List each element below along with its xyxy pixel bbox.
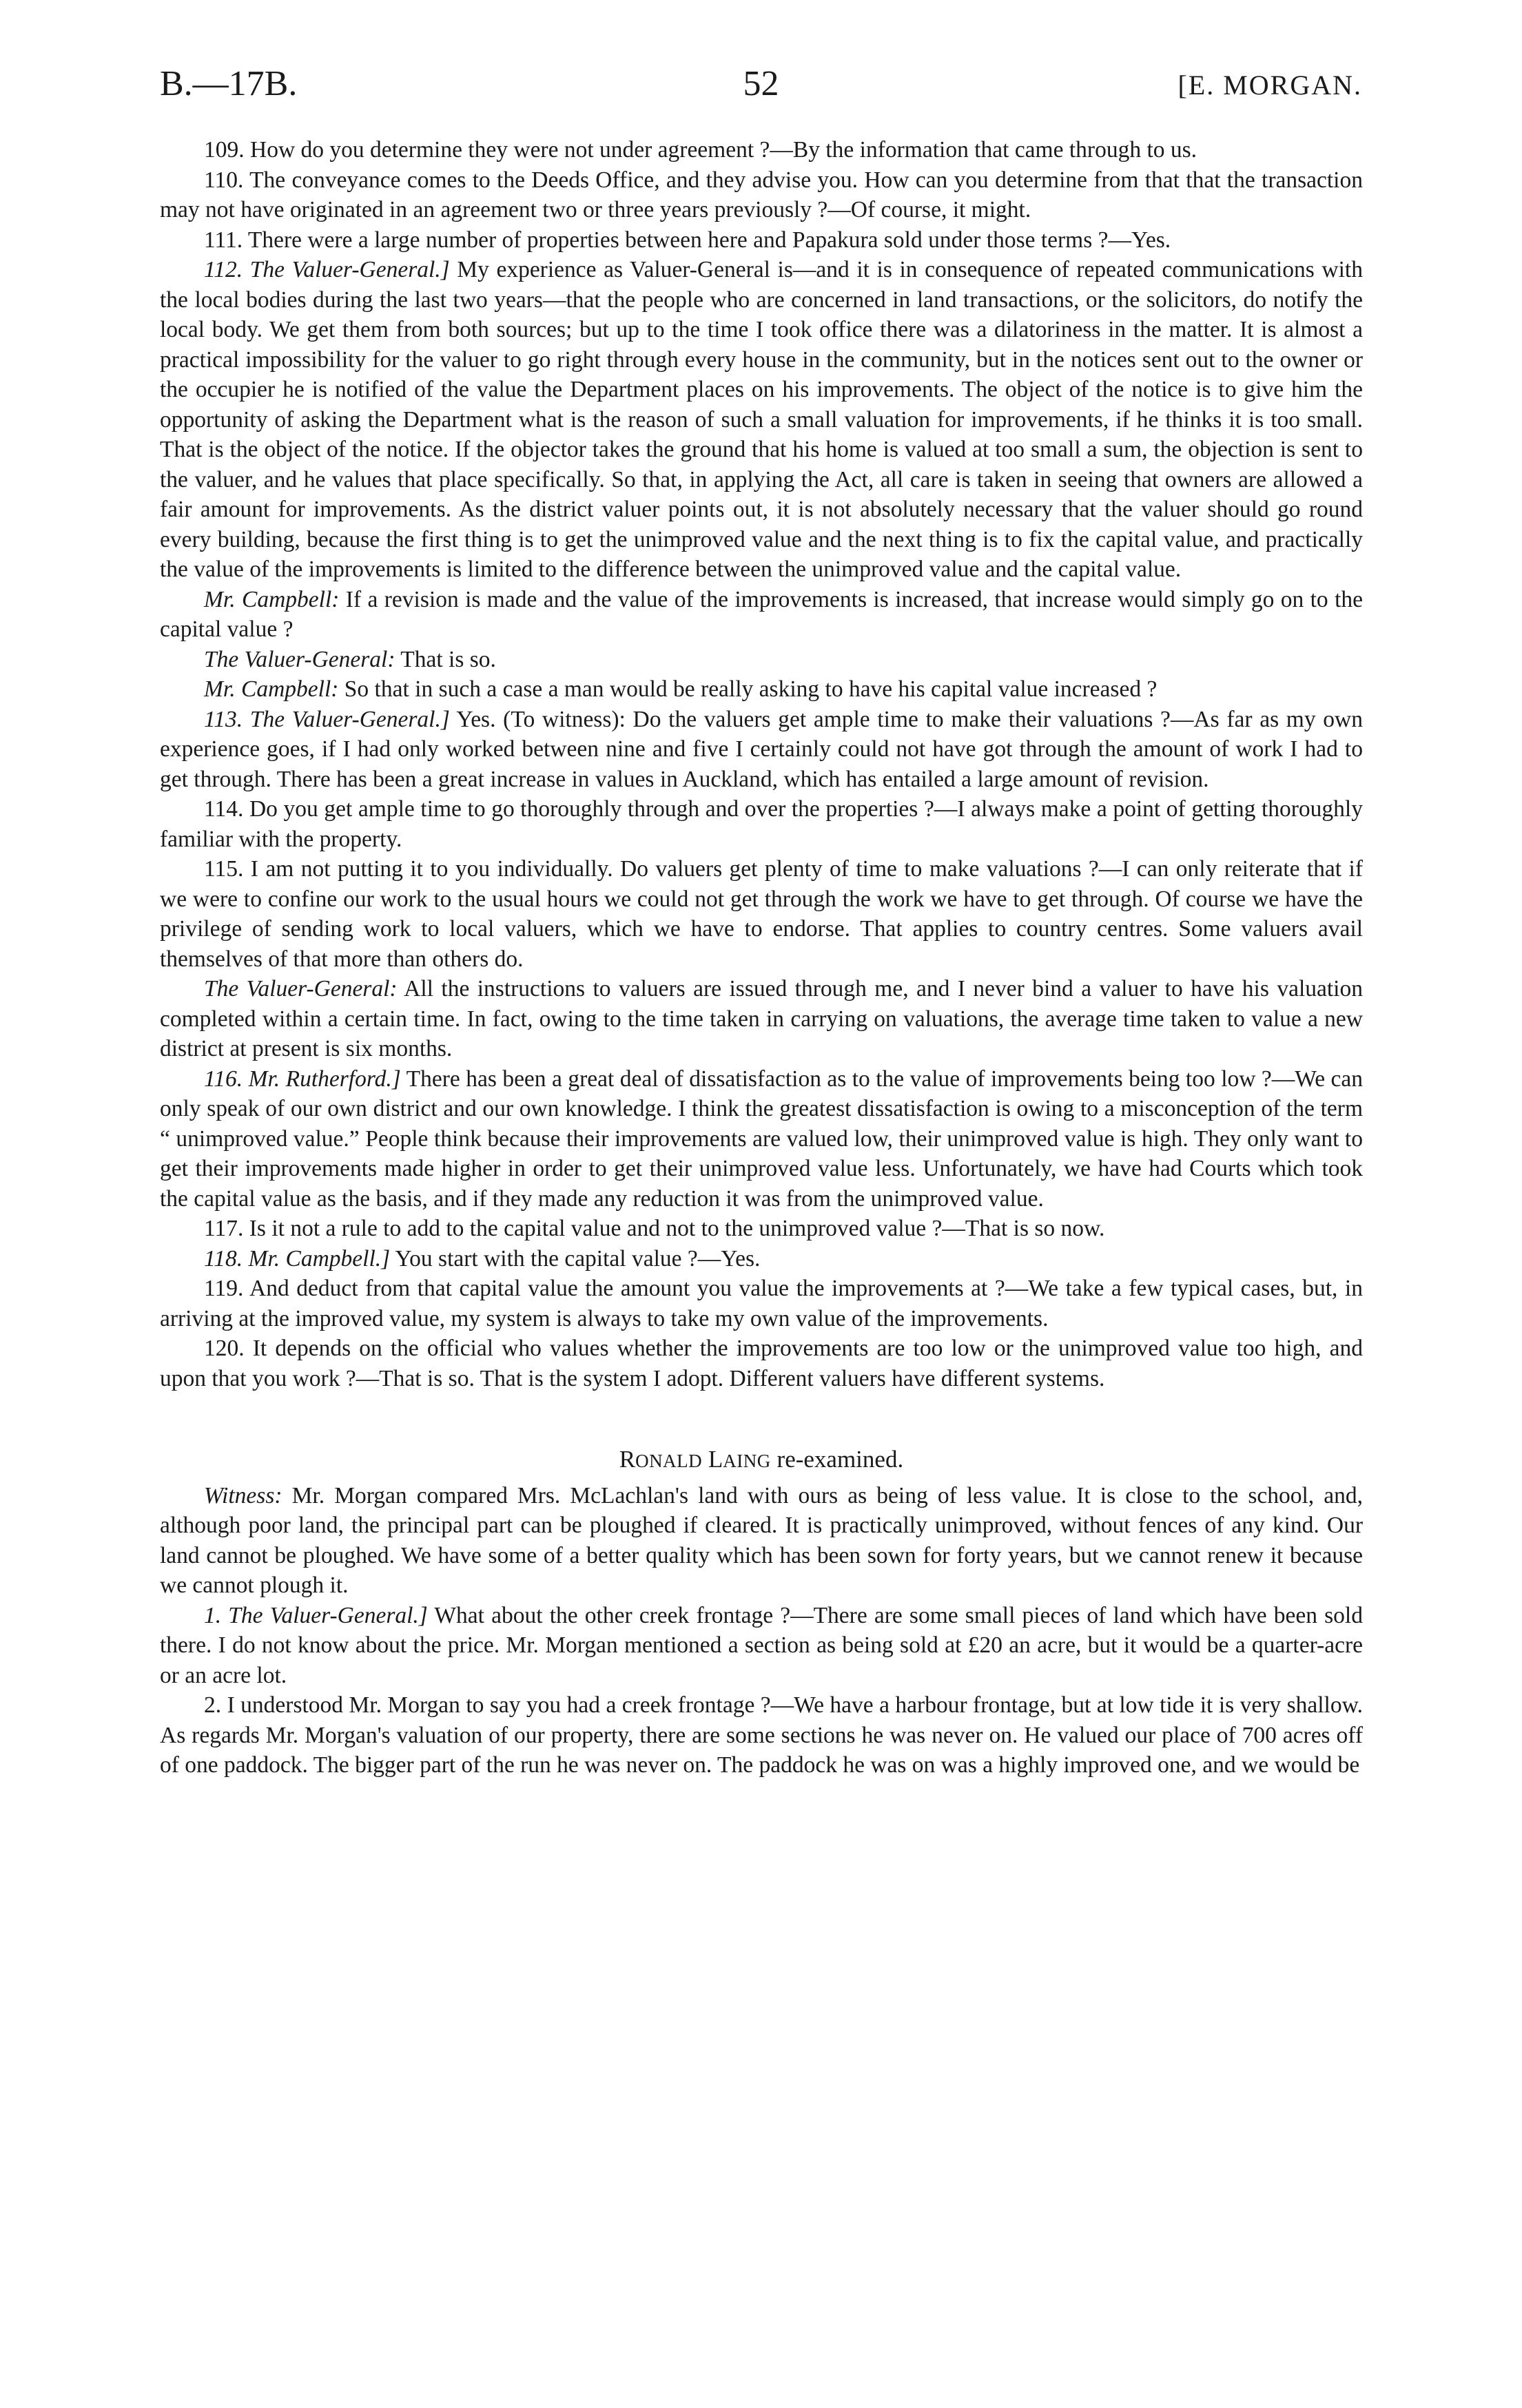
paragraph-text: If a revision is made and the value of the improvements is increased, that increase would simply go on to the capital value ? bbox=[160, 586, 1363, 642]
paragraph-text: 2. I understood Mr. Morgan to say you had a creek frontage ?—We have a harbour frontage, but at low tide it is very shallow. As regards Mr. Morgan's valuation of our property, there are some sections he was never on. He valued our place of 700 acres off of one paddock. The bigger part of the run he was never on. The paddock he was on was a highly improved one, and we would be bbox=[160, 1692, 1363, 1778]
heading-suffix: re-examined. bbox=[770, 1446, 904, 1473]
paragraph-text: My experience as Valuer-General is—and it is in consequence of repeated communications with the local bodies during the last two years—that the people who are concerned in land transactions, or the solicitors, do notify the local body. We get them from both sources; but up to the time I took office there was a dilatoriness in the matter. It is almost a practical impossibility for the valuer to go right through every house in the community, but in the notices sent out to the owner or the occupier he is notified of the value the Department places on his improvements. The object of the notice is to give him the opportunity of asking the Department what is the reason of such a small valuation for improvements, if he thinks it is too small. That is the object of the notice. If the objector takes the ground that his home is valued at too small a sum, the objection is sent to the valuer, and he values that place specifically. So that, in applying the Act, all care is taken in seeing that owners are allowed a fair amount for improvements. As the district valuer points out, it is not absolutely necessary that the valuer should go round every building, because the first thing is to get the unimproved value and the next thing is to fix the capital value, and practically the value of the improvements is limited to the difference between the unimproved value and the capital value. bbox=[160, 257, 1363, 582]
paragraph bbox=[160, 1214, 1363, 1244]
paragraph-text: You start with the capital value ?—Yes. bbox=[390, 1245, 761, 1272]
evidence-block-morgan bbox=[160, 135, 1363, 1393]
heading-last-rest: AING bbox=[723, 1451, 771, 1471]
header-witness-name: [E. MORGAN. bbox=[1178, 70, 1362, 101]
paragraph-text: 110. The conveyance comes to the Deeds Office, and they advise you. How can you determine from that that the transaction may not have originated in an agreement two or three years previously ?—Of course, it might. bbox=[160, 167, 1363, 222]
paragraph bbox=[160, 1690, 1363, 1781]
speaker-label: The Valuer-General: bbox=[204, 646, 395, 672]
paragraph-text: Mr. Morgan compared Mrs. McLachlan's land with ours as being of less value. It is close to the school, and, although poor land, the principal part can be ploughed if cleared. It is practically unimproved, without fences of any kind. Our land cannot be ploughed. We have some of a better quality which has been sown for forty years, but we cannot renew it because we cannot plough it. bbox=[160, 1482, 1363, 1598]
paragraph-text: 109. How do you determine they were not under agreement ?—By the information that came through to us. bbox=[204, 137, 1197, 163]
paragraph bbox=[160, 1274, 1363, 1333]
heading-last-initial: L bbox=[708, 1446, 723, 1473]
paragraph bbox=[160, 585, 1363, 645]
paragraph-text: There has been a great deal of dissatisfaction as to the value of improvements being too low ?—We can only speak of our own district and our own knowledge. I think the greatest dissatisfaction is owing to a misconception of the term “ unimproved value.” People think because their improvements are valued low, their unimproved value is high. They only want to get their improvements made higher in order to get their unimproved value less. Unfortunately, we have had Courts which took the capital value as the basis, and if they made any reduction it was from the unimproved value. bbox=[160, 1066, 1363, 1212]
paragraph-text: 117. Is it not a rule to add to the capital value and not to the unimproved value ?—That is so now. bbox=[204, 1216, 1105, 1241]
page-header bbox=[160, 63, 1362, 118]
paragraph bbox=[160, 1333, 1363, 1393]
paragraph bbox=[160, 1601, 1363, 1691]
paragraph bbox=[160, 645, 1363, 675]
paragraph-text: 111. There were a large number of properties between here and Papakura sold under those terms ?—Yes. bbox=[204, 227, 1171, 253]
paragraph-text: 115. I am not putting it to you individually. Do valuers get plenty of time to make valuations ?—I can only reiterate that if we were to confine our work to the usual hours we could not get through the work we have to get through. Of course we have the privilege of sending work to local valuers, which we have to endorse. That applies to country centres. Some valuers avail themselves of that more than others do. bbox=[160, 856, 1363, 972]
speaker-label: Witness: bbox=[204, 1482, 282, 1508]
header-reference: B.—17B. bbox=[160, 64, 298, 103]
paragraph bbox=[160, 165, 1363, 225]
section-heading bbox=[160, 1444, 1363, 1477]
paragraph-text: What about the other creek frontage ?—There are some small pieces of land which have been sold there. I do not know about the price. Mr. Morgan mentioned a section as being sold at £20 an acre, but it would be a quarter-acre or an acre lot. bbox=[160, 1602, 1363, 1688]
paragraph bbox=[160, 135, 1363, 165]
paragraph bbox=[160, 854, 1363, 974]
speaker-label: The Valuer-General: bbox=[204, 976, 398, 1001]
heading-first-initial: R bbox=[619, 1446, 636, 1473]
paragraph bbox=[160, 974, 1363, 1064]
paragraph bbox=[160, 705, 1363, 795]
speaker-label: 113. The Valuer-General.] bbox=[204, 706, 450, 732]
evidence-block-laing bbox=[160, 1481, 1363, 1781]
paragraph bbox=[160, 1244, 1363, 1274]
paragraph-text: All the instructions to valuers are issued through me, and I never bind a valuer to have his valuation completed within a certain time. In fact, owing to the time taken in carrying on valuations, the average time taken to value a new district at present is six months. bbox=[160, 976, 1363, 1061]
page-body bbox=[160, 135, 1363, 1781]
speaker-label: Mr. Campbell: bbox=[204, 586, 340, 612]
speaker-label: 1. The Valuer-General.] bbox=[204, 1602, 428, 1628]
paragraph bbox=[160, 674, 1363, 705]
paragraph-text: 114. Do you get ample time to go thoroughly through and over the properties ?—I always make a point of getting thoroughly familiar with the property. bbox=[160, 796, 1363, 852]
page-number: 52 bbox=[743, 64, 779, 103]
paragraph-text: 119. And deduct from that capital value the amount you value the improvements at ?—We take a few typical cases, but, in arriving at the improved value, my system is always to take my own value of the improvements. bbox=[160, 1276, 1363, 1331]
speaker-label: 118. Mr. Campbell.] bbox=[204, 1245, 391, 1272]
paragraph bbox=[160, 1064, 1363, 1214]
speaker-label: Mr. Campbell: bbox=[204, 676, 339, 702]
paragraph-text: So that in such a case a man would be really asking to have his capital value increased ? bbox=[338, 676, 1158, 702]
paragraph-text: That is so. bbox=[395, 646, 496, 672]
paragraph bbox=[160, 255, 1363, 585]
paragraph-text: 120. It depends on the official who values whether the improvements are too low or the unimproved value too high, and upon that you work ?—That is so. That is the system I adopt. Different valuers have different systems. bbox=[160, 1336, 1363, 1391]
paragraph bbox=[160, 1481, 1363, 1601]
speaker-label: 116. Mr. Rutherford.] bbox=[204, 1066, 401, 1092]
heading-first-rest: ONALD bbox=[635, 1451, 703, 1471]
speaker-label: 112. The Valuer-General.] bbox=[204, 257, 450, 282]
paragraph-text: Yes. (To witness): Do the valuers get ample time to make their valuations ?—As far as my own experience goes, if I had only worked between nine and five I certainly could not have got through the amount of work I had to get through. There has been a great increase in values in Auckland, which has entailed a large amount of revision. bbox=[160, 706, 1363, 792]
paragraph bbox=[160, 794, 1363, 854]
paragraph bbox=[160, 225, 1363, 256]
